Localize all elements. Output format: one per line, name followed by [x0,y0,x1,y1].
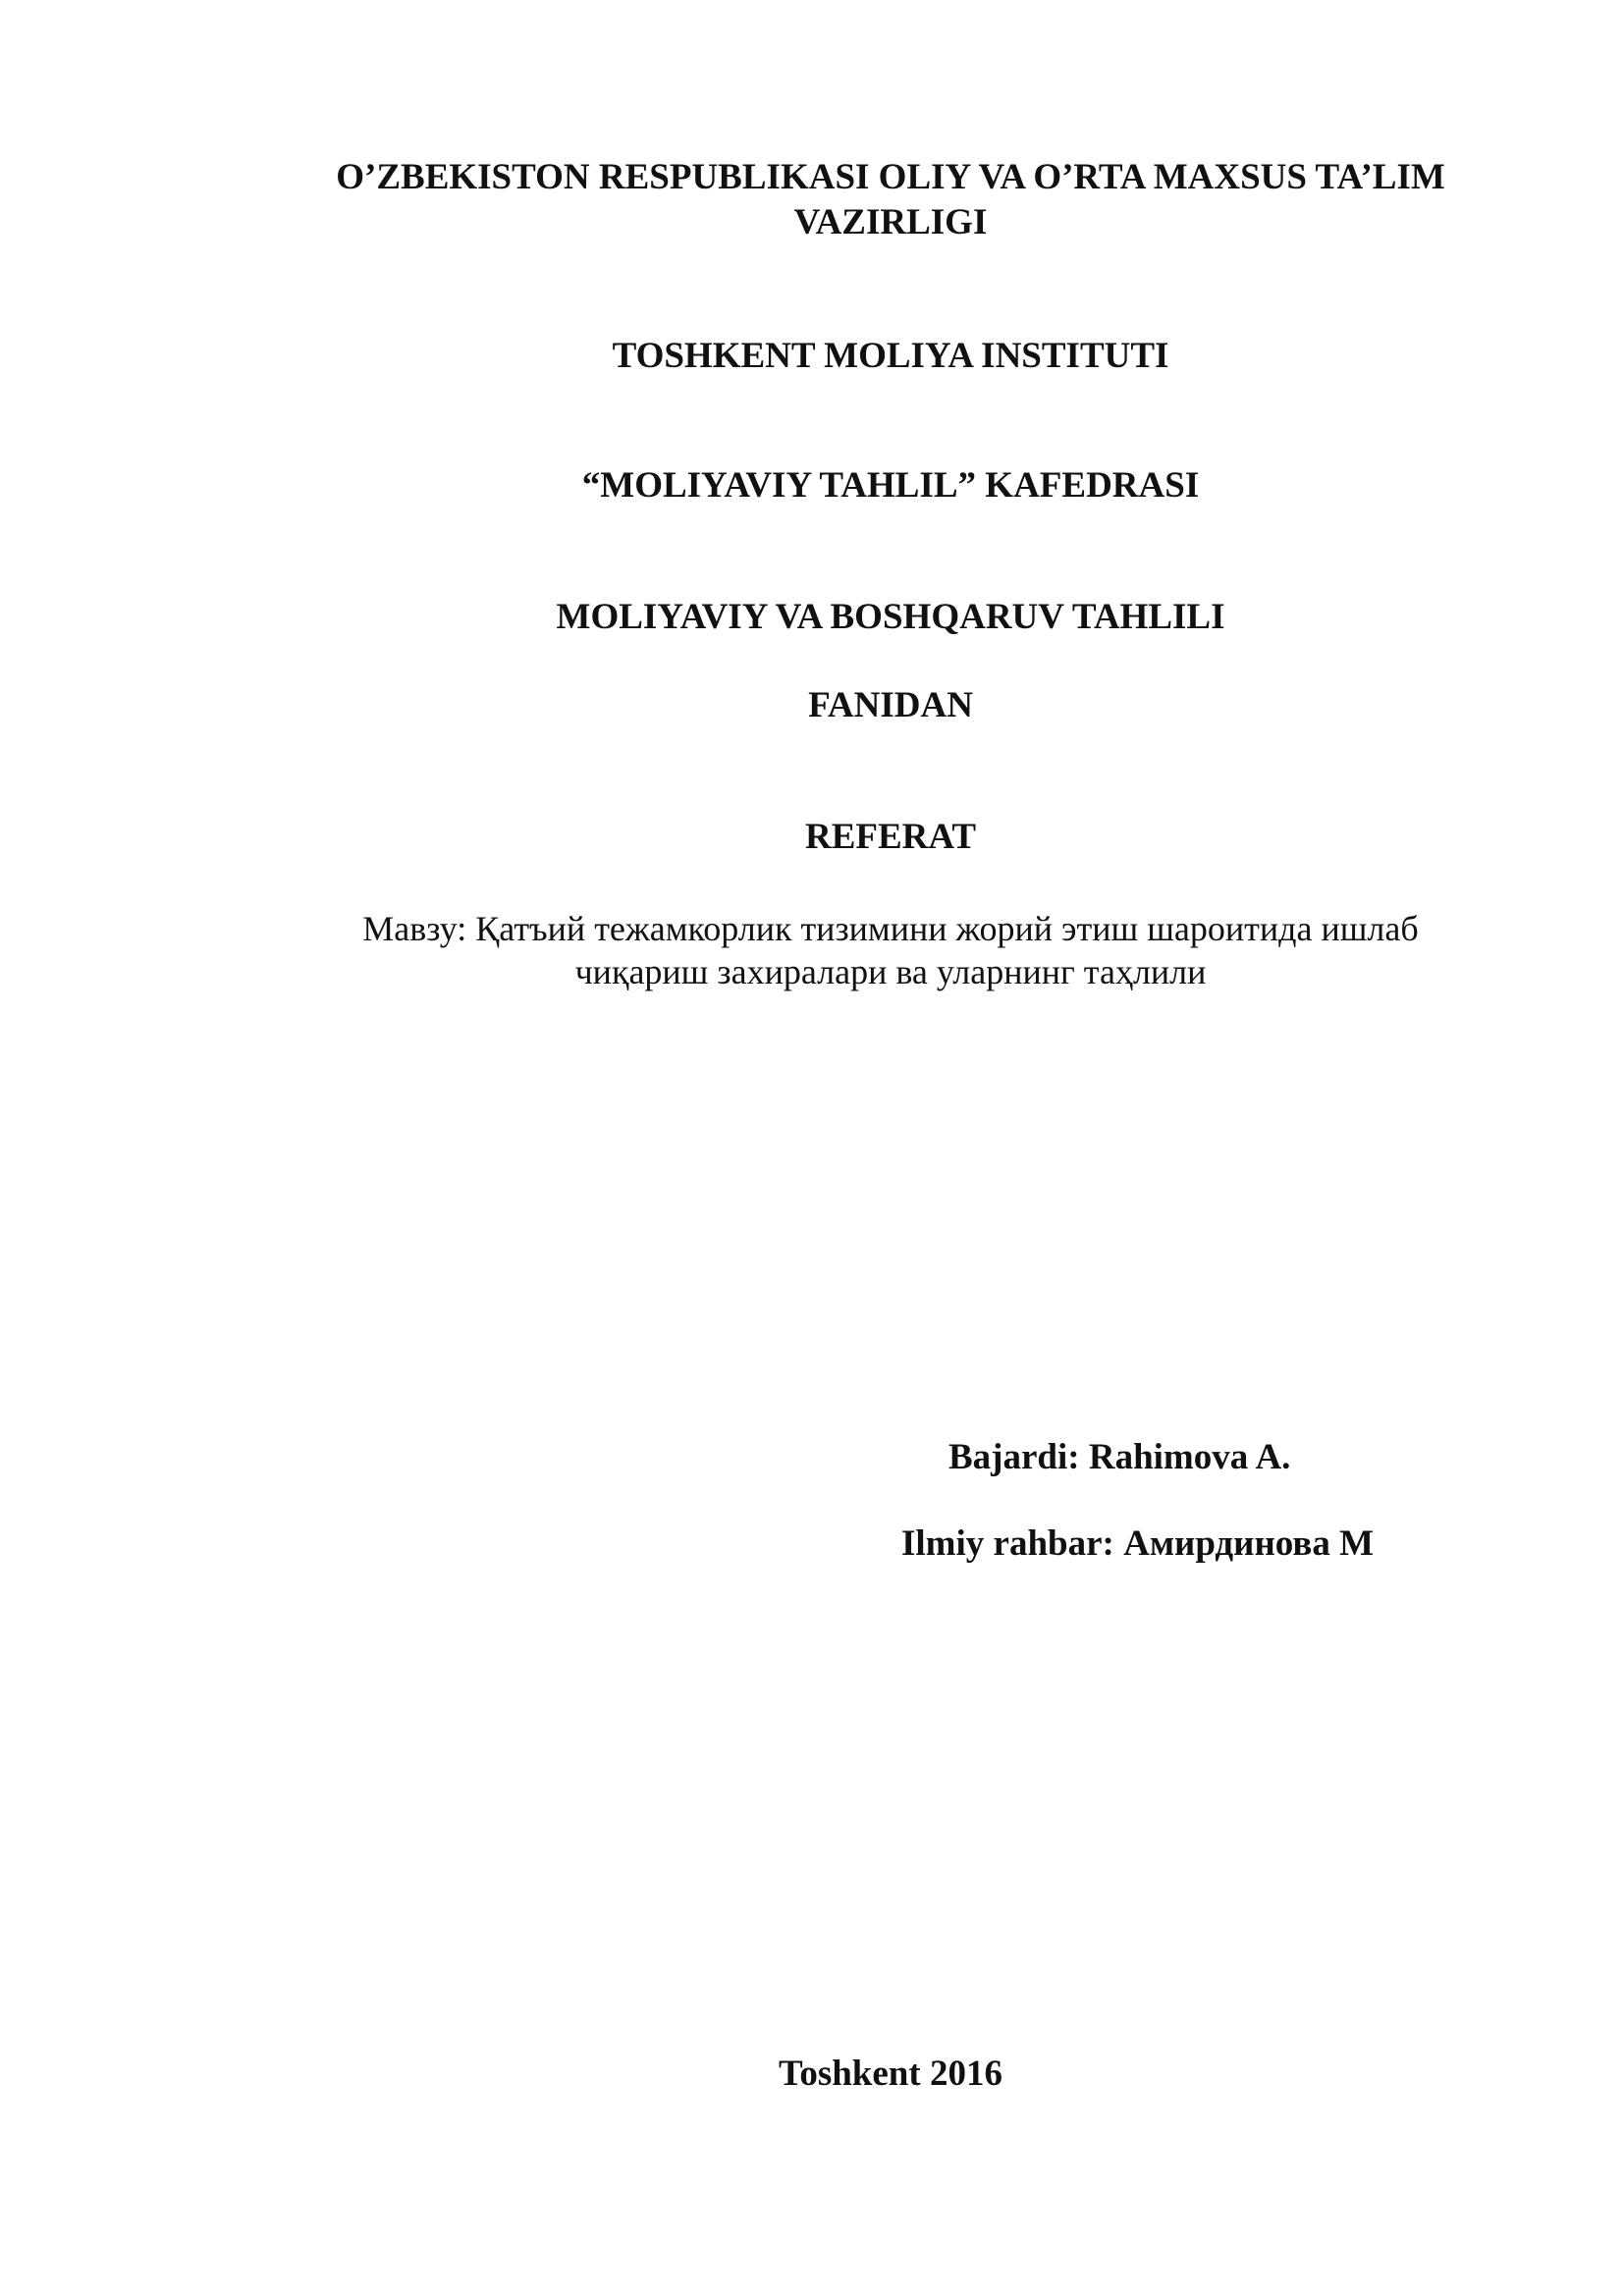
work-type-title: REFERAT [804,817,977,857]
supervisor-signature: Ilmiy rahbar: Амирдинова М [901,1523,1375,1564]
institute-name: TOSHKENT MOLIYA INSTITUTI [612,336,1169,376]
department-name: “MOLIYAVIY TAHLIL” KAFEDRASI [581,465,1200,506]
topic-line2: чиқариш захиралари ва уларнинг таҳлили [574,952,1207,991]
place-and-year: Toshkent 2016 [779,2054,1002,2094]
topic-line1: Мавзу: Қатъий тежамкорлик тизимини жорий этиш шароитида ишлаб [362,909,1419,948]
subject-name: MOLIYAVIY VA BOSHQARUV TAHLILI [556,597,1225,637]
ministry-title-line2: VAZIRLIGI [793,202,988,242]
subject-suffix: FANIDAN [808,685,973,725]
author-signature: Bajardi: Rahimova A. [948,1437,1291,1477]
ministry-title-line1: O’ZBEKISTON RESPUBLIKASI OLIY VA O’RTA MAXSUS TA’LIM [336,157,1445,197]
